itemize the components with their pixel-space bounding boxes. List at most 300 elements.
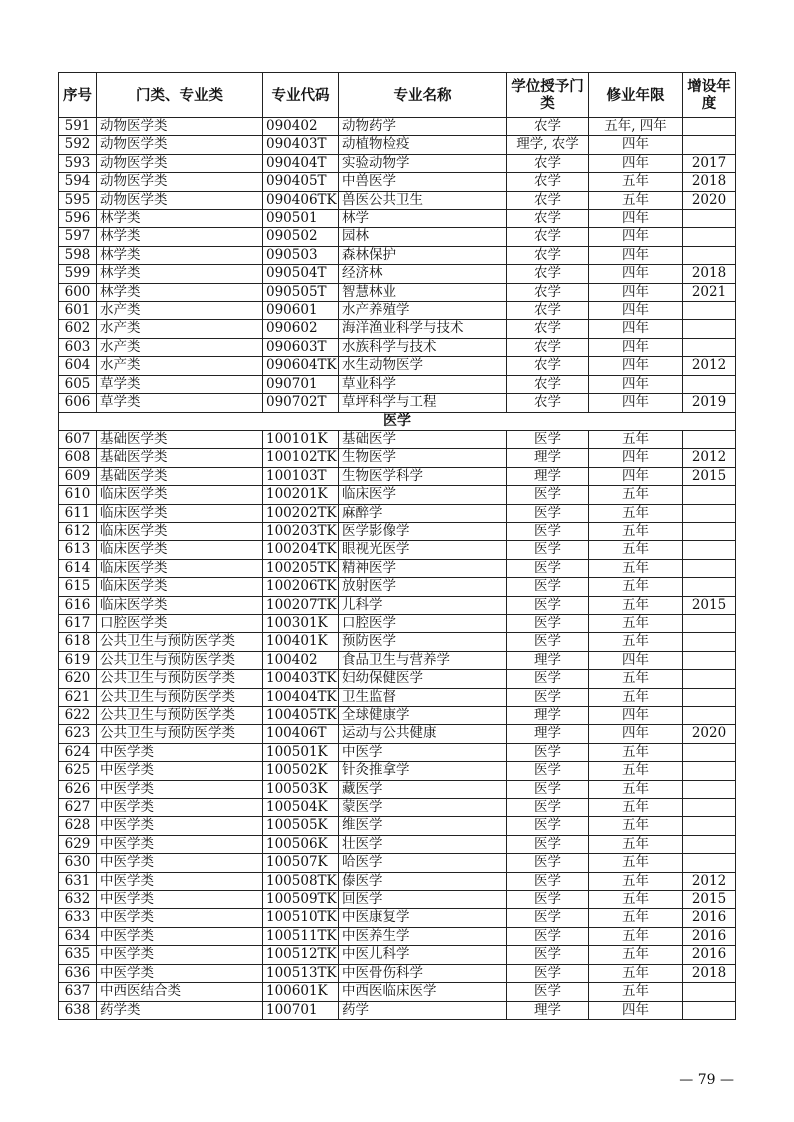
cell-added [683,541,736,559]
cell-years: 五年 [589,762,683,780]
table-row [59,596,736,614]
cell-seq: 636 [59,964,97,982]
cell-years: 五年 [589,670,683,688]
cell-category: 水产类 [97,338,263,356]
cell-category: 水产类 [97,357,263,375]
cell-code: 090601 [263,302,339,320]
cell-seq: 598 [59,246,97,264]
table-row [59,338,736,356]
cell-seq: 638 [59,1001,97,1019]
cell-name: 藏医学 [339,780,507,798]
cell-degree: 农学 [507,283,589,301]
cell-years: 五年 [589,688,683,706]
cell-category: 中医学类 [97,964,263,982]
cell-code: 100506K [263,835,339,853]
cell-degree: 医学 [507,983,589,1001]
cell-years: 五年 [589,504,683,522]
cell-years: 四年 [589,449,683,467]
cell-name: 生物医学 [339,449,507,467]
cell-seq: 608 [59,449,97,467]
table-row [59,559,736,577]
cell-degree: 理学 [507,449,589,467]
cell-code: 100503K [263,780,339,798]
cell-years: 五年 [589,578,683,596]
cell-name: 基础医学 [339,430,507,448]
cell-name: 回医学 [339,891,507,909]
cell-seq: 637 [59,983,97,1001]
cell-degree: 农学 [507,394,589,412]
cell-degree: 医学 [507,817,589,835]
cell-years: 五年 [589,983,683,1001]
cell-code: 100405TK [263,707,339,725]
cell-name: 水产养殖学 [339,302,507,320]
cell-code: 090603T [263,338,339,356]
table-row [59,614,736,632]
cell-added [683,983,736,1001]
cell-category: 公共卫生与预防医学类 [97,670,263,688]
cell-degree: 农学 [507,154,589,172]
cell-seq: 621 [59,688,97,706]
cell-added [683,780,736,798]
cell-added [683,762,736,780]
table-row [59,927,736,945]
cell-years: 四年 [589,338,683,356]
table-row [59,688,736,706]
cell-seq: 597 [59,228,97,246]
cell-added [683,578,736,596]
cell-name: 中西医临床医学 [339,983,507,1001]
cell-added [683,614,736,632]
cell-name: 水族科学与技术 [339,338,507,356]
cell-degree: 医学 [507,578,589,596]
cell-degree: 医学 [507,522,589,540]
cell-added [683,486,736,504]
cell-years: 四年 [589,283,683,301]
cell-degree: 医学 [507,559,589,577]
cell-name: 生物医学科学 [339,467,507,485]
cell-added: 2016 [683,927,736,945]
cell-name: 放射医学 [339,578,507,596]
cell-name: 针灸推拿学 [339,762,507,780]
cell-years: 五年 [589,946,683,964]
cell-name: 哈医学 [339,854,507,872]
table-row [59,891,736,909]
table-row [59,320,736,338]
cell-category: 临床医学类 [97,486,263,504]
cell-seq: 592 [59,136,97,154]
cell-code: 100403TK [263,670,339,688]
cell-years: 五年 [589,522,683,540]
cell-code: 100508TK [263,872,339,890]
cell-seq: 628 [59,817,97,835]
cell-seq: 595 [59,191,97,209]
cell-name: 麻醉学 [339,504,507,522]
cell-degree: 医学 [507,835,589,853]
cell-years: 四年 [589,1001,683,1019]
cell-name: 医学影像学 [339,522,507,540]
cell-seq: 601 [59,302,97,320]
cell-code: 090505T [263,283,339,301]
cell-category: 林学类 [97,283,263,301]
cell-seq: 600 [59,283,97,301]
table-row [59,394,736,412]
cell-degree: 医学 [507,633,589,651]
table-row [59,522,736,540]
header-category: 门类、专业类 [97,73,263,118]
cell-added [683,1001,736,1019]
cell-seq: 596 [59,210,97,228]
cell-code: 090404T [263,154,339,172]
cell-added: 2015 [683,596,736,614]
cell-category: 水产类 [97,302,263,320]
table-row [59,983,736,1001]
cell-seq: 634 [59,927,97,945]
table-row [59,578,736,596]
cell-degree: 农学 [507,191,589,209]
cell-years: 五年 [589,964,683,982]
table-body-agriculture [59,118,736,413]
cell-name: 傣医学 [339,872,507,890]
table-row [59,835,736,853]
table-row [59,246,736,264]
cell-added [683,338,736,356]
cell-code: 100301K [263,614,339,632]
cell-degree: 农学 [507,302,589,320]
cell-seq: 604 [59,357,97,375]
cell-category: 中医学类 [97,927,263,945]
cell-name: 妇幼保健医学 [339,670,507,688]
cell-years: 四年 [589,707,683,725]
cell-name: 卫生监督 [339,688,507,706]
cell-name: 森林保护 [339,246,507,264]
cell-code: 100404TK [263,688,339,706]
cell-code: 100510TK [263,909,339,927]
cell-code: 100202TK [263,504,339,522]
table-row [59,651,736,669]
cell-added [683,246,736,264]
cell-added: 2017 [683,154,736,172]
cell-years: 五年 [589,614,683,632]
cell-seq: 632 [59,891,97,909]
cell-name: 实验动物学 [339,154,507,172]
cell-added [683,320,736,338]
cell-code: 100402 [263,651,339,669]
cell-years: 四年 [589,467,683,485]
cell-category: 草学类 [97,375,263,393]
header-added: 增设年度 [683,73,736,118]
cell-category: 林学类 [97,210,263,228]
cell-name: 口腔医学 [339,614,507,632]
cell-seq: 607 [59,430,97,448]
cell-category: 临床医学类 [97,504,263,522]
table-row [59,375,736,393]
cell-added [683,118,736,136]
cell-name: 临床医学 [339,486,507,504]
cell-name: 中医儿科学 [339,946,507,964]
section-row [59,412,736,430]
cell-seq: 606 [59,394,97,412]
cell-category: 公共卫生与预防医学类 [97,651,263,669]
cell-code: 090405T [263,173,339,191]
table-row [59,191,736,209]
cell-years: 四年 [589,136,683,154]
cell-category: 中医学类 [97,835,263,853]
cell-added [683,670,736,688]
cell-code: 100507K [263,854,339,872]
cell-degree: 农学 [507,265,589,283]
cell-years: 五年 [589,743,683,761]
cell-category: 公共卫生与预防医学类 [97,725,263,743]
cell-seq: 622 [59,707,97,725]
cell-added [683,707,736,725]
cell-degree: 医学 [507,670,589,688]
cell-added [683,210,736,228]
cell-years: 五年 [589,835,683,853]
cell-category: 动物医学类 [97,154,263,172]
cell-years: 四年 [589,320,683,338]
cell-degree: 医学 [507,946,589,964]
cell-code: 100512TK [263,946,339,964]
cell-degree: 农学 [507,357,589,375]
cell-degree: 医学 [507,541,589,559]
cell-name: 水生动物医学 [339,357,507,375]
cell-degree: 医学 [507,909,589,927]
cell-seq: 615 [59,578,97,596]
cell-category: 中医学类 [97,817,263,835]
cell-seq: 625 [59,762,97,780]
cell-added: 2020 [683,191,736,209]
cell-degree: 理学 [507,651,589,669]
table-row [59,136,736,154]
cell-seq: 603 [59,338,97,356]
cell-seq: 635 [59,946,97,964]
cell-name: 林学 [339,210,507,228]
cell-added [683,817,736,835]
cell-category: 草学类 [97,394,263,412]
section-title: 医学 [59,412,736,430]
header-code: 专业代码 [263,73,339,118]
cell-name: 海洋渔业科学与技术 [339,320,507,338]
table-row [59,725,736,743]
cell-code: 090701 [263,375,339,393]
cell-category: 药学类 [97,1001,263,1019]
cell-degree: 医学 [507,891,589,909]
section-row-group [59,412,736,430]
cell-name: 兽医公共卫生 [339,191,507,209]
cell-seq: 605 [59,375,97,393]
cell-category: 中医学类 [97,854,263,872]
cell-category: 临床医学类 [97,596,263,614]
cell-seq: 623 [59,725,97,743]
cell-years: 四年 [589,210,683,228]
cell-degree: 医学 [507,688,589,706]
cell-name: 全球健康学 [339,707,507,725]
cell-code: 090403T [263,136,339,154]
cell-name: 动物药学 [339,118,507,136]
table-row [59,707,736,725]
cell-category: 公共卫生与预防医学类 [97,688,263,706]
cell-added [683,651,736,669]
cell-seq: 631 [59,872,97,890]
cell-years: 四年 [589,725,683,743]
cell-seq: 602 [59,320,97,338]
cell-name: 眼视光医学 [339,541,507,559]
cell-code: 100205TK [263,559,339,577]
cell-years: 五年 [589,927,683,945]
cell-degree: 理学 [507,467,589,485]
cell-name: 蒙医学 [339,799,507,817]
cell-code: 100501K [263,743,339,761]
cell-degree: 农学 [507,210,589,228]
cell-years: 五年 [589,854,683,872]
cell-category: 临床医学类 [97,541,263,559]
cell-added: 2018 [683,265,736,283]
cell-degree: 理学 [507,707,589,725]
cell-name: 预防医学 [339,633,507,651]
cell-years: 五年 [589,191,683,209]
cell-category: 中医学类 [97,762,263,780]
cell-degree: 医学 [507,486,589,504]
table-row [59,118,736,136]
cell-years: 五年 [589,541,683,559]
cell-category: 中医学类 [97,780,263,798]
table-row [59,467,736,485]
table-row [59,154,736,172]
cell-added: 2015 [683,891,736,909]
table-row [59,173,736,191]
cell-code: 090604TK [263,357,339,375]
cell-added: 2021 [683,283,736,301]
cell-years: 五年 [589,909,683,927]
cell-seq: 627 [59,799,97,817]
cell-seq: 630 [59,854,97,872]
cell-code: 090702T [263,394,339,412]
cell-years: 五年 [589,430,683,448]
cell-category: 林学类 [97,246,263,264]
cell-code: 100513TK [263,964,339,982]
table-row [59,780,736,798]
header-years: 修业年限 [589,73,683,118]
cell-category: 临床医学类 [97,559,263,577]
cell-years: 五年 [589,799,683,817]
cell-years: 四年 [589,375,683,393]
cell-years: 五年 [589,872,683,890]
cell-seq: 629 [59,835,97,853]
cell-code: 100101K [263,430,339,448]
cell-category: 中医学类 [97,872,263,890]
cell-degree: 农学 [507,118,589,136]
table-row [59,817,736,835]
table-row [59,1001,736,1019]
cell-name: 维医学 [339,817,507,835]
cell-category: 公共卫生与预防医学类 [97,707,263,725]
cell-seq: 626 [59,780,97,798]
header-degree: 学位授予门类 [507,73,589,118]
cell-added [683,633,736,651]
cell-degree: 农学 [507,320,589,338]
cell-added [683,136,736,154]
cell-degree: 医学 [507,799,589,817]
cell-degree: 医学 [507,762,589,780]
cell-degree: 医学 [507,780,589,798]
cell-name: 草业科学 [339,375,507,393]
cell-degree: 医学 [507,614,589,632]
cell-added: 2018 [683,964,736,982]
cell-name: 食品卫生与营养学 [339,651,507,669]
cell-name: 草坪科学与工程 [339,394,507,412]
cell-category: 中医学类 [97,946,263,964]
cell-degree: 医学 [507,964,589,982]
cell-code: 100204TK [263,541,339,559]
cell-degree: 医学 [507,854,589,872]
cell-years: 四年 [589,265,683,283]
table-row [59,854,736,872]
table-row [59,228,736,246]
cell-name: 壮医学 [339,835,507,853]
cell-category: 动物医学类 [97,173,263,191]
cell-name: 药学 [339,1001,507,1019]
cell-degree: 医学 [507,872,589,890]
cell-code: 100511TK [263,927,339,945]
cell-added [683,375,736,393]
cell-degree: 医学 [507,596,589,614]
cell-category: 中医学类 [97,799,263,817]
majors-table [58,72,736,1020]
cell-category: 中医学类 [97,909,263,927]
cell-seq: 599 [59,265,97,283]
cell-name: 园林 [339,228,507,246]
cell-code: 100207TK [263,596,339,614]
cell-seq: 614 [59,559,97,577]
cell-category: 林学类 [97,265,263,283]
cell-years: 四年 [589,357,683,375]
cell-years: 五年 [589,486,683,504]
cell-code: 100201K [263,486,339,504]
cell-name: 中医学 [339,743,507,761]
cell-added [683,688,736,706]
cell-category: 动物医学类 [97,191,263,209]
header-seq: 序号 [59,73,97,118]
cell-category: 林学类 [97,228,263,246]
cell-seq: 594 [59,173,97,191]
table-row [59,872,736,890]
cell-added [683,743,736,761]
table-row [59,633,736,651]
cell-degree: 农学 [507,246,589,264]
cell-degree: 理学 [507,1001,589,1019]
cell-added [683,504,736,522]
cell-seq: 609 [59,467,97,485]
cell-seq: 620 [59,670,97,688]
cell-added: 2016 [683,946,736,964]
cell-years: 四年 [589,228,683,246]
cell-category: 基础医学类 [97,449,263,467]
cell-category: 基础医学类 [97,467,263,485]
cell-seq: 612 [59,522,97,540]
cell-added: 2018 [683,173,736,191]
cell-name: 中兽医学 [339,173,507,191]
table-row [59,799,736,817]
cell-degree: 医学 [507,743,589,761]
cell-seq: 613 [59,541,97,559]
cell-degree: 农学 [507,173,589,191]
cell-added: 2016 [683,909,736,927]
table-row [59,964,736,982]
table-row [59,430,736,448]
table-row [59,504,736,522]
cell-category: 动物医学类 [97,136,263,154]
cell-years: 五年 [589,559,683,577]
